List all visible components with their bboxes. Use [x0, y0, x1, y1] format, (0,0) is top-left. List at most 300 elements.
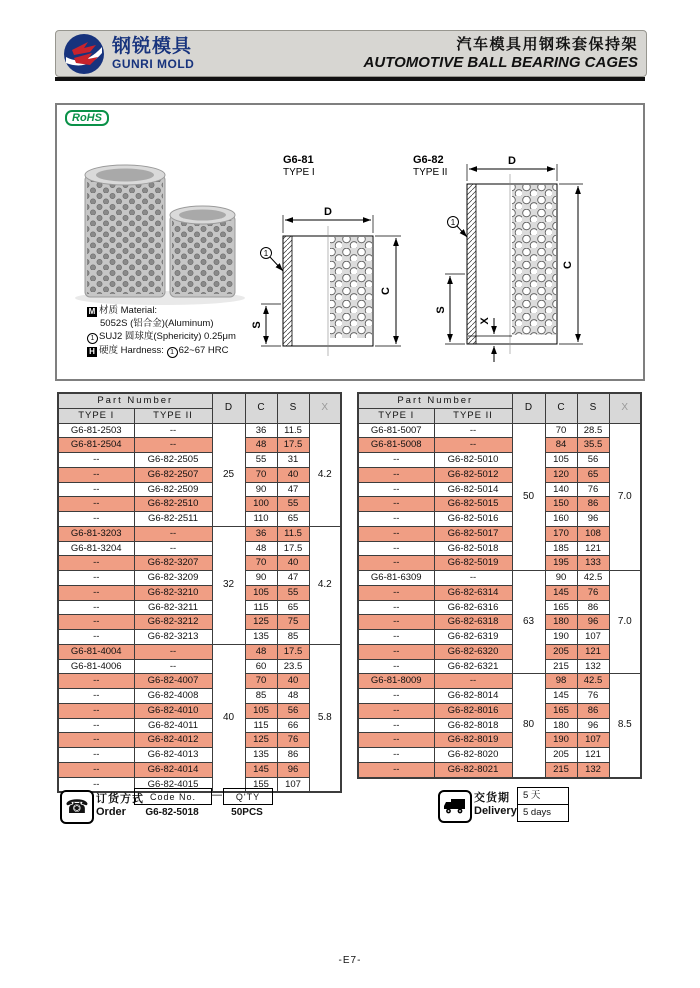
col-header-type2: TYPE II: [134, 408, 212, 423]
part-cell-type1: --: [358, 718, 434, 733]
phone-icon: ☎: [60, 790, 94, 824]
part-cell-type2: G6-82-2509: [134, 482, 212, 497]
order-label-cn: 订货方式: [96, 793, 144, 805]
part-cell-type2: G6-82-5016: [434, 512, 512, 527]
table-row: [358, 718, 641, 733]
dim-cell-s: 65: [577, 467, 609, 482]
part-cell-type1: --: [58, 733, 134, 748]
dim-cell-s: 40: [277, 674, 309, 689]
dim-cell-c: 145: [245, 762, 277, 777]
dim-cell-c: 55: [245, 453, 277, 468]
part-cell-type1: --: [58, 482, 134, 497]
dim-cell-c: 135: [245, 748, 277, 763]
dim-cell-c: 36: [245, 423, 277, 438]
dim-cell-c: 215: [545, 659, 577, 674]
dim-cell-s: 76: [577, 689, 609, 704]
qty-box: Q'TY: [223, 788, 273, 805]
dim-cell-s: 107: [277, 777, 309, 792]
dim-cell-s: 96: [577, 615, 609, 630]
delivery-days-box: [517, 787, 569, 822]
part-cell-type2: --: [434, 438, 512, 453]
dim-cell-s: 47: [277, 482, 309, 497]
dim-cell-c: 195: [545, 556, 577, 571]
dim-cell-s: 76: [277, 733, 309, 748]
dim-cell-s: 86: [577, 497, 609, 512]
table-row: [358, 423, 641, 438]
part-cell-type2: G6-82-6316: [434, 600, 512, 615]
part-cell-type2: --: [434, 571, 512, 586]
part-cell-type2: --: [134, 526, 212, 541]
material-line2: 5052S (铝合金)(Aluminum): [100, 318, 214, 329]
dim-cell-s: 121: [577, 541, 609, 556]
part-cell-type2: G6-82-3210: [134, 585, 212, 600]
part-cell-type2: G6-82-8018: [434, 718, 512, 733]
part-cell-type1: --: [58, 453, 134, 468]
delivery-days-cn: 5 天: [523, 790, 541, 801]
order-dash: —: [211, 789, 222, 801]
part-cell-type2: G6-82-8019: [434, 733, 512, 748]
dim-cell-c: 145: [545, 689, 577, 704]
table-row: [58, 718, 341, 733]
dim-cell-s: 108: [577, 526, 609, 541]
part-cell-type1: G6-81-6309: [358, 571, 434, 586]
table-row: [358, 482, 641, 497]
part-cell-type1: --: [58, 512, 134, 527]
part-cell-type1: G6-81-5007: [358, 423, 434, 438]
dim-cell-c: 160: [545, 512, 577, 527]
dim-cell-s: 56: [277, 703, 309, 718]
part-cell-type2: G6-82-6320: [434, 644, 512, 659]
part-cell-type1: G6-81-4004: [58, 644, 134, 659]
part-cell-type1: --: [358, 585, 434, 600]
table-row: [358, 703, 641, 718]
dim-cell-s: 86: [577, 703, 609, 718]
dim-cell-s: 76: [577, 585, 609, 600]
dim-cell-c: 48: [245, 438, 277, 453]
code-example: G6-82-5018: [145, 807, 199, 818]
part-cell-type1: --: [58, 762, 134, 777]
dim-cell-c: 84: [545, 438, 577, 453]
part-cell-type2: G6-82-3213: [134, 630, 212, 645]
dim-label-d1: D: [324, 206, 332, 218]
part-cell-type2: G6-82-4012: [134, 733, 212, 748]
table-row: [58, 630, 341, 645]
dim-cell-s: 66: [277, 718, 309, 733]
dim-cell-c: 135: [245, 630, 277, 645]
part-cell-type1: --: [358, 733, 434, 748]
illustration-box: [55, 103, 645, 381]
dim-cell-s: 42.5: [577, 571, 609, 586]
dim-cell-s: 132: [577, 762, 609, 777]
table-row: [58, 423, 341, 438]
part-cell-type1: --: [58, 777, 134, 792]
dim-cell-c: 205: [545, 748, 577, 763]
dim-cell-c: 110: [245, 512, 277, 527]
col-header-part-number: Part Number: [358, 393, 512, 408]
dim-label-s1: S: [251, 321, 263, 329]
table-row: [58, 689, 341, 704]
dim-cell-s: 96: [277, 762, 309, 777]
brand-name-en: GUNRI MOLD: [112, 57, 195, 71]
dim-cell-c: 36: [245, 526, 277, 541]
dim-cell-s: 65: [277, 600, 309, 615]
part-cell-type1: G6-81-3203: [58, 526, 134, 541]
material-h-icon: H: [87, 347, 97, 357]
part-cell-type1: --: [58, 600, 134, 615]
dim-group-x: 5.8: [309, 644, 341, 792]
col-header-s: S: [277, 393, 309, 423]
dim-cell-s: 17.5: [277, 541, 309, 556]
dim-cell-s: 85: [277, 630, 309, 645]
drawing1-code: G6-81: [283, 154, 314, 166]
part-cell-type2: G6-82-4014: [134, 762, 212, 777]
part-cell-type2: G6-82-5010: [434, 453, 512, 468]
rohs-badge: RoHS: [65, 110, 109, 126]
header-bar: [55, 30, 647, 77]
dim-cell-c: 150: [545, 497, 577, 512]
dim-cell-c: 145: [545, 585, 577, 600]
dim-cell-s: 86: [277, 748, 309, 763]
table-row: [358, 644, 641, 659]
product-photo: [75, 165, 245, 305]
part-cell-type2: G6-82-3212: [134, 615, 212, 630]
dim-cell-c: 90: [245, 482, 277, 497]
part-cell-type1: --: [58, 556, 134, 571]
dim-cell-s: 96: [577, 718, 609, 733]
dim-cell-c: 48: [245, 644, 277, 659]
dim-cell-c: 190: [545, 733, 577, 748]
part-cell-type1: --: [58, 630, 134, 645]
col-header-d: D: [512, 393, 545, 423]
part-cell-type1: --: [358, 644, 434, 659]
dim-cell-c: 180: [545, 615, 577, 630]
ball-callout-icon: 1: [167, 347, 178, 358]
part-cell-type1: --: [58, 571, 134, 586]
dim-cell-c: 165: [545, 703, 577, 718]
dim-label-x2: X: [479, 317, 491, 325]
dim-cell-c: 105: [245, 703, 277, 718]
dim-label-s2: S: [435, 306, 447, 314]
dim-cell-c: 140: [545, 482, 577, 497]
page-title-cn: 汽车模具用钢珠套保持架: [456, 36, 638, 54]
table-row: [358, 748, 641, 763]
part-cell-type1: --: [358, 689, 434, 704]
part-cell-type1: --: [58, 689, 134, 704]
part-cell-type2: G6-82-4010: [134, 703, 212, 718]
part-cell-type1: --: [358, 748, 434, 763]
page-number: -E7-: [338, 955, 362, 966]
part-cell-type2: G6-82-6321: [434, 659, 512, 674]
table-row: [358, 630, 641, 645]
table-row: [358, 497, 641, 512]
table-row: [58, 615, 341, 630]
part-cell-type2: G6-82-8020: [434, 748, 512, 763]
table-row: [58, 467, 341, 482]
part-cell-type2: G6-82-2511: [134, 512, 212, 527]
part-cell-type1: --: [58, 718, 134, 733]
table-row: [58, 512, 341, 527]
dim-group-x: 4.2: [309, 526, 341, 644]
part-cell-type2: G6-82-4007: [134, 674, 212, 689]
dim-cell-s: 132: [577, 659, 609, 674]
part-cell-type1: --: [358, 497, 434, 512]
table-row: [58, 703, 341, 718]
dim-cell-c: 215: [545, 762, 577, 777]
table-row: [358, 762, 641, 777]
part-cell-type2: G6-82-5014: [434, 482, 512, 497]
dim-cell-c: 70: [245, 674, 277, 689]
table-row: [58, 482, 341, 497]
col-header-type1: TYPE I: [358, 408, 434, 423]
drawing2-type: TYPE II: [413, 167, 448, 178]
table-row: [58, 674, 341, 689]
drawing2-code: G6-82: [413, 154, 444, 166]
part-cell-type1: G6-81-2504: [58, 438, 134, 453]
material-line1: M 材质 Material:: [88, 305, 158, 316]
drawing-type2: [413, 154, 583, 362]
part-cell-type2: G6-82-8014: [434, 689, 512, 704]
dim-cell-s: 121: [577, 644, 609, 659]
dim-cell-c: 90: [245, 571, 277, 586]
part-cell-type1: --: [58, 748, 134, 763]
part-cell-type1: G6-81-8009: [358, 674, 434, 689]
dim-cell-s: 40: [277, 467, 309, 482]
part-cell-type1: --: [358, 482, 434, 497]
part-cell-type1: --: [358, 600, 434, 615]
part-cell-type2: --: [134, 541, 212, 556]
dim-cell-s: 133: [577, 556, 609, 571]
dim-cell-s: 65: [277, 512, 309, 527]
table-row: [58, 762, 341, 777]
truck-icon: [438, 790, 472, 823]
table-row: [358, 541, 641, 556]
part-cell-type1: --: [58, 585, 134, 600]
table-row: [58, 438, 341, 453]
dim-cell-s: 23.5: [277, 659, 309, 674]
material-m-icon: M: [88, 307, 96, 316]
dim-cell-s: 107: [577, 630, 609, 645]
dim-cell-s: 17.5: [277, 644, 309, 659]
dim-cell-c: 155: [245, 777, 277, 792]
part-cell-type1: --: [358, 659, 434, 674]
part-cell-type1: --: [58, 674, 134, 689]
part-cell-type1: --: [358, 762, 434, 777]
dim-cell-c: 60: [245, 659, 277, 674]
dim-cell-c: 98: [545, 674, 577, 689]
table-row: [58, 600, 341, 615]
brand-block: [112, 37, 194, 70]
dim-cell-c: 105: [245, 585, 277, 600]
table-row: [58, 748, 341, 763]
part-cell-type1: --: [358, 556, 434, 571]
delivery-days-en: 5 days: [518, 804, 568, 821]
dim-cell-s: 86: [577, 600, 609, 615]
table-row: [358, 659, 641, 674]
brand-name-cn: 钢锐模具: [112, 36, 193, 57]
table-row: [358, 526, 641, 541]
dim-cell-s: 56: [577, 453, 609, 468]
material-line4: H 硬度 Hardness: 1 62~67 HRC: [87, 344, 302, 358]
table-row: [358, 556, 641, 571]
dim-cell-c: 70: [245, 467, 277, 482]
part-cell-type2: G6-82-4015: [134, 777, 212, 792]
table-row: [58, 644, 341, 659]
dim-group-d: 32: [212, 526, 245, 644]
dim-cell-s: 96: [577, 512, 609, 527]
part-cell-type1: G6-81-4006: [58, 659, 134, 674]
ball-callout-icon: 1: [87, 333, 98, 344]
page-title: [364, 36, 646, 71]
parts-table-right: [357, 392, 642, 779]
part-cell-type2: G6-82-2507: [134, 467, 212, 482]
dim-group-x: 7.0: [609, 571, 641, 674]
table-row: [358, 438, 641, 453]
dim-cell-s: 40: [277, 556, 309, 571]
dim-group-d: 63: [512, 571, 545, 674]
col-header-part-number: Part Number: [58, 393, 212, 408]
dim-cell-c: 190: [545, 630, 577, 645]
part-cell-type2: G6-82-4011: [134, 718, 212, 733]
part-cell-type2: G6-82-3207: [134, 556, 212, 571]
part-cell-type2: G6-82-8016: [434, 703, 512, 718]
dim-group-x: 7.0: [609, 423, 641, 571]
part-cell-type2: G6-82-3209: [134, 571, 212, 586]
part-cell-type2: G6-82-2510: [134, 497, 212, 512]
part-cell-type2: G6-82-4008: [134, 689, 212, 704]
col-header-x: X: [609, 393, 641, 423]
dim-label-c1: C: [380, 287, 392, 295]
dim-cell-c: 70: [245, 556, 277, 571]
gunri-logo-icon: [62, 32, 108, 76]
part-cell-type1: --: [58, 615, 134, 630]
table-row: [58, 497, 341, 512]
table-row: [358, 615, 641, 630]
dim-cell-s: 42.5: [577, 674, 609, 689]
order-label-en: Order: [96, 806, 126, 818]
callout-number1: 1: [263, 249, 269, 258]
dim-group-x: 4.2: [309, 423, 341, 526]
col-header-type1: TYPE I: [58, 408, 134, 423]
dim-cell-s: 35.5: [577, 438, 609, 453]
part-cell-type2: G6-82-5012: [434, 467, 512, 482]
drawing1-type: TYPE I: [283, 167, 315, 178]
dim-cell-c: 125: [245, 615, 277, 630]
dim-cell-s: 75: [277, 615, 309, 630]
part-cell-type1: --: [58, 497, 134, 512]
part-cell-type2: G6-82-3211: [134, 600, 212, 615]
table-row: [358, 585, 641, 600]
col-header-s: S: [577, 393, 609, 423]
table-row: [58, 659, 341, 674]
col-header-c: C: [545, 393, 577, 423]
dim-cell-c: 170: [545, 526, 577, 541]
dim-group-d: 50: [512, 423, 545, 571]
part-cell-type2: --: [134, 659, 212, 674]
dim-group-d: 40: [212, 644, 245, 792]
table-row: [358, 512, 641, 527]
table-row: [358, 600, 641, 615]
dim-cell-c: 165: [545, 600, 577, 615]
dim-cell-c: 70: [545, 423, 577, 438]
delivery-label-en: Delivery: [474, 805, 517, 817]
col-header-c: C: [245, 393, 277, 423]
part-cell-type2: G6-82-6314: [434, 585, 512, 600]
dim-cell-s: 55: [277, 585, 309, 600]
part-cell-type2: G6-82-5019: [434, 556, 512, 571]
qty-example: 50PCS: [231, 807, 263, 818]
dim-cell-c: 125: [245, 733, 277, 748]
part-cell-type2: --: [134, 438, 212, 453]
part-cell-type1: --: [58, 703, 134, 718]
dim-cell-c: 115: [245, 718, 277, 733]
part-cell-type2: G6-82-5015: [434, 497, 512, 512]
dim-label-c2: C: [562, 261, 574, 269]
part-cell-type1: G6-81-5008: [358, 438, 434, 453]
part-cell-type2: G6-82-8021: [434, 762, 512, 777]
part-cell-type1: --: [358, 630, 434, 645]
table-row: [358, 453, 641, 468]
dim-cell-s: 107: [577, 733, 609, 748]
dim-cell-s: 47: [277, 571, 309, 586]
table-row: [358, 689, 641, 704]
part-cell-type2: G6-82-5017: [434, 526, 512, 541]
table-row: [58, 585, 341, 600]
dim-cell-c: 90: [545, 571, 577, 586]
dim-cell-c: 185: [545, 541, 577, 556]
part-cell-type1: --: [358, 615, 434, 630]
dim-cell-s: 76: [577, 482, 609, 497]
dim-cell-s: 48: [277, 689, 309, 704]
material-notes: [87, 304, 302, 358]
dim-cell-s: 28.5: [577, 423, 609, 438]
table-row: [58, 526, 341, 541]
part-cell-type2: G6-82-2505: [134, 453, 212, 468]
dim-cell-c: 180: [545, 718, 577, 733]
part-cell-type1: G6-81-2503: [58, 423, 134, 438]
material-line3: 1 SUJ2 圆球度(Sphericity) 0.25μm: [87, 330, 302, 344]
dim-group-x: 8.5: [609, 674, 641, 778]
table-row: [58, 733, 341, 748]
table-row: [358, 733, 641, 748]
part-cell-type2: G6-82-6319: [434, 630, 512, 645]
table-row: [358, 467, 641, 482]
part-cell-type1: --: [358, 703, 434, 718]
part-cell-type2: G6-82-5018: [434, 541, 512, 556]
dim-cell-c: 120: [545, 467, 577, 482]
dim-cell-c: 205: [545, 644, 577, 659]
code-no-box: Code No.: [134, 788, 212, 805]
part-cell-type1: --: [358, 526, 434, 541]
part-cell-type1: --: [358, 453, 434, 468]
dim-cell-s: 31: [277, 453, 309, 468]
table-row: [358, 571, 641, 586]
col-header-x: X: [309, 393, 341, 423]
part-cell-type2: G6-82-4013: [134, 748, 212, 763]
page-title-en: AUTOMOTIVE BALL BEARING CAGES: [363, 53, 638, 71]
callout-number2: 1: [450, 218, 456, 227]
dim-cell-s: 55: [277, 497, 309, 512]
part-cell-type1: --: [358, 512, 434, 527]
delivery-label-cn: 交货期: [474, 792, 510, 804]
dim-label-d2: D: [508, 155, 516, 167]
table-row: [58, 541, 341, 556]
dim-cell-c: 105: [545, 453, 577, 468]
part-cell-type1: --: [358, 541, 434, 556]
dim-group-d: 25: [212, 423, 245, 526]
table-row: [58, 556, 341, 571]
table-row: [58, 453, 341, 468]
col-header-d: D: [212, 393, 245, 423]
